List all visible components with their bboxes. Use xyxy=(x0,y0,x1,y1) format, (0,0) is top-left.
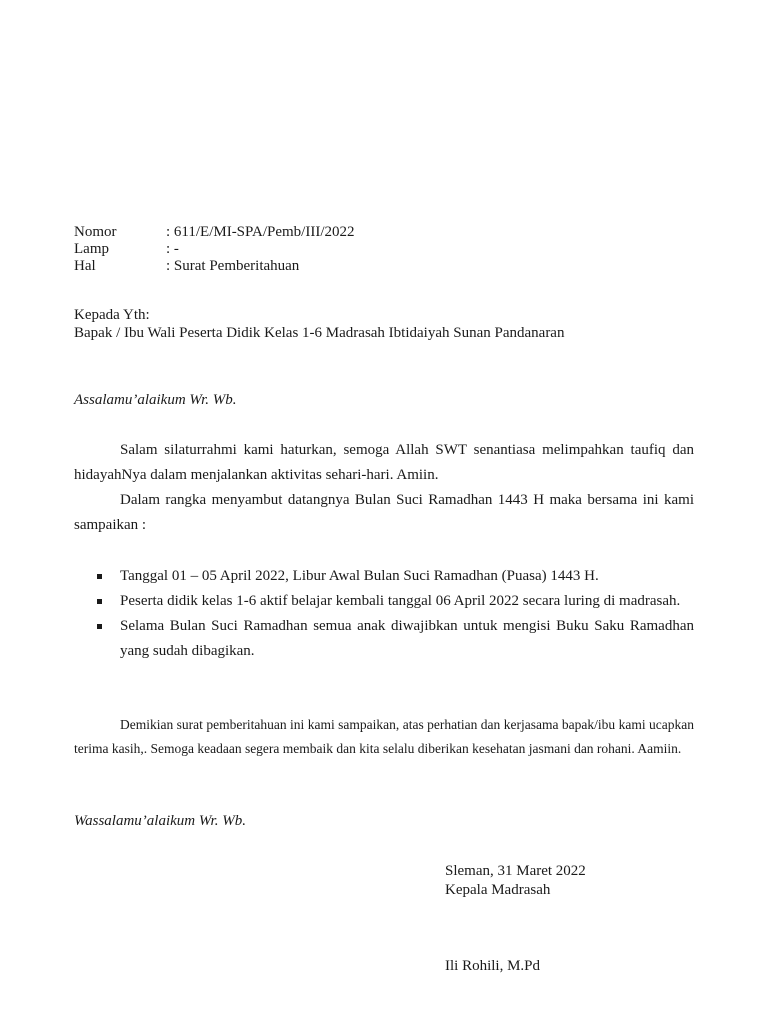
bullet-text: Selama Bulan Suci Ramadhan semua anak diwajibkan untuk mengisi Buku Saku Ramadhan yang sudah dibagikan. xyxy=(120,618,694,659)
hal-value: : Surat Pemberitahuan xyxy=(166,258,300,274)
square-bullet-icon xyxy=(97,624,102,629)
nomor-value: : 611/E/MI-SPA/Pemb/III/2022 xyxy=(166,224,355,240)
nomor-label: Nomor xyxy=(74,224,117,240)
list-item xyxy=(74,614,694,664)
recipient-to: Kepada Yth: xyxy=(74,307,150,323)
bullet-list xyxy=(74,564,694,664)
lamp-value: : - xyxy=(166,241,179,257)
signature-place-date: Sleman, 31 Maret 2022 xyxy=(445,863,586,879)
lamp-label: Lamp xyxy=(74,241,109,257)
hal-label: Hal xyxy=(74,258,96,274)
signature-name: Ili Rohili, M.Pd xyxy=(445,958,541,974)
signature-position: Kepala Madrasah xyxy=(445,882,551,898)
bullet-text: Peserta didik kelas 1-6 aktif belajar kembali tanggal 06 April 2022 secara luring di madrasah. xyxy=(120,593,681,609)
paragraph-1: Salam silaturrahmi kami haturkan, semoga Allah SWT senantiasa melimpahkan taufiq dan hidayahNya dalam menjalankan aktivitas sehari-hari. Amiin. xyxy=(74,442,694,483)
farewell: Wassalamu’alaikum Wr. Wb. xyxy=(74,813,246,829)
closing-paragraph: Demikian surat pemberitahuan ini kami sampaikan, atas perhatian dan kerjasama bapak/ibu kami ucapkan terima kasih,. Semoga keadaan segera membaik dan kita selalu diberikan kesehatan jasmani dan rohani. Aamiin. xyxy=(74,717,694,756)
greeting: Assalamu’alaikum Wr. Wb. xyxy=(74,392,237,408)
list-item xyxy=(74,589,694,614)
square-bullet-icon xyxy=(97,574,102,579)
paragraph-2: Dalam rangka menyambut datangnya Bulan Suci Ramadhan 1443 H maka bersama ini kami sampaikan : xyxy=(74,492,694,533)
recipient-name: Bapak / Ibu Wali Peserta Didik Kelas 1-6 Madrasah Ibtidaiyah Sunan Pandanaran xyxy=(74,325,565,341)
bullet-text: Tanggal 01 – 05 April 2022, Libur Awal Bulan Suci Ramadhan (Puasa) 1443 H. xyxy=(120,568,599,584)
list-item xyxy=(74,564,694,589)
square-bullet-icon xyxy=(97,599,102,604)
